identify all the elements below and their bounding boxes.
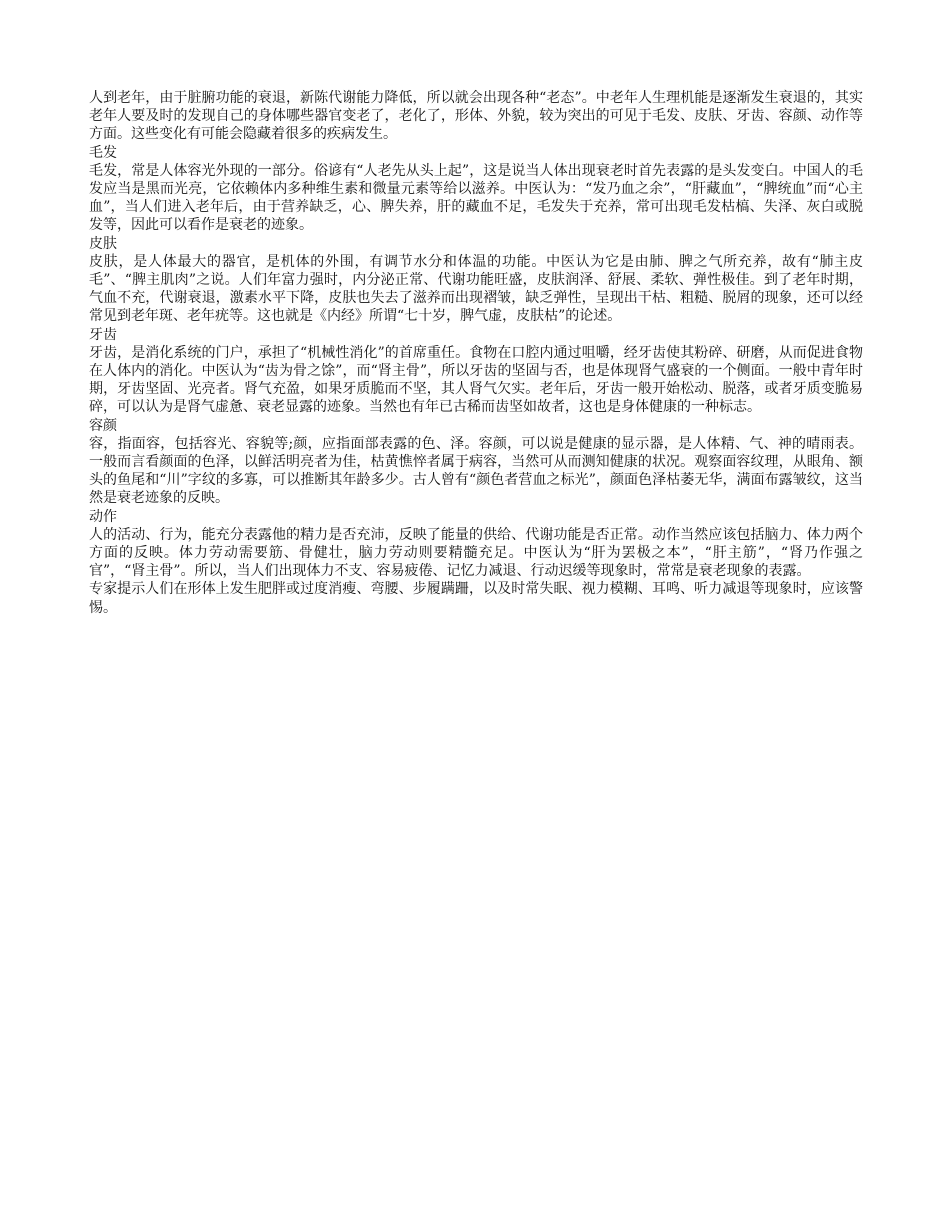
section-heading-teeth: 牙齿 (89, 326, 117, 343)
conclusion-paragraph: 专家提示人们在形体上发生肥胖或过度消瘦、弯腰、步履蹒跚，以及时常失眠、视力模糊、耳鸣、听力减退等现象时，应该警惕。 (89, 581, 863, 616)
section-body-movement: 人的活动、行为，能充分表露他的精力是否充沛，反映了能量的供给、代谢功能是否正常。动作当然应该包括脑力、体力两个方面的反映。体力劳动需要筋、骨健壮，脑力劳动则要精髓充足。中医认为“肝为罢极之本”，“肝主筋”，“肾乃作强之官”，“肾主骨”。所以，当人们出现体力不支、容易疲倦、记忆力减退、行动迟缓等现象时，常常是衰老现象的表露。 (89, 526, 863, 580)
section-heading-hair: 毛发 (89, 144, 117, 161)
section-body-teeth: 牙齿，是消化系统的门户，承担了“机械性消化”的首席重任。食物在口腔内通过咀嚼，经牙齿使其粉碎、研磨，从而促进食物在人体内的消化。中医认为“齿为骨之馀”，而“肾主骨”，所以牙齿的坚固与否，也是体现肾气盛衰的一个侧面。一般中青年时期，牙齿坚固、光亮者。肾气充盈，如果牙质脆而不坚，其人肾气欠实。老年后，牙齿一般开始松动、脱落，或者牙质变脆易碎，可以认为是肾气虚惫、衰老显露的迹象。当然也有年已古稀而齿坚如故者，这也是身体健康的一种标志。 (89, 344, 863, 416)
intro-paragraph: 人到老年，由于脏腑功能的衰退，新陈代谢能力降低，所以就会出现各种“老态”。中老年人生理机能是逐渐发生衰退的，其实老年人要及时的发现自己的身体哪些器官变老了，老化了，形体、外貌，较为突出的可见于毛发、皮肤、牙齿、容颜、动作等方面。这些变化有可能会隐藏着很多的疾病发生。 (89, 90, 863, 143)
section-heading-complexion: 容颜 (89, 417, 117, 434)
section-body-skin: 皮肤，是人体最大的器官，是机体的外围，有调节水分和体温的功能。中医认为它是由肺、脾之气所充养，故有“肺主皮毛”、“脾主肌肉”之说。人们年富力强时，内分泌正常、代谢功能旺盛，皮肤润泽、舒展、柔软、弹性极佳。到了老年时期，气血不充，代谢衰退，激素水平下降，皮肤也失去了滋养而出现褶皱，缺乏弹性，呈现出干枯、粗糙、脱屑的现象，还可以经常见到老年斑、老年疣等。这也就是《内经》所谓“七十岁，脾气虚，皮肤枯”的论述。 (89, 253, 863, 325)
section-body-hair: 毛发，常是人体容光外现的一部分。俗谚有“人老先从头上起”，这是说当人体出现衰老时首先表露的是头发变白。中国人的毛发应当是黑而光亮，它依赖体内多种维生素和微量元素等给以滋养。中医认为：“发乃血之余”，“肝藏血”，“脾统血”而“心主血”，当人们进入老年后，由于营养缺乏，心、脾失养，肝的藏血不足，毛发失于充养，常可出现毛发枯槁、失泽、灰白或脱发等，因此可以看作是衰老的迹象。 (89, 162, 863, 234)
section-heading-movement: 动作 (89, 508, 117, 525)
article (89, 89, 863, 617)
section-heading-skin: 皮肤 (89, 235, 117, 252)
section-body-complexion: 容，指面容，包括容光、容貌等;颜，应指面部表露的色、泽。容颜，可以说是健康的显示器，是人体精、气、神的晴雨表。一般而言看颜面的色泽，以鲜活明亮者为佳，枯黄憔悴者属于病容，当然可从而测知健康的状况。观察面容纹理，从眼角、额头的鱼尾和“川”字纹的多寡，可以推断其年龄多少。古人曾有“颜色者营血之标光”，颜面色泽枯萎无华，满面布露皱纹，这当然是衰老迹象的反映。 (89, 435, 863, 507)
